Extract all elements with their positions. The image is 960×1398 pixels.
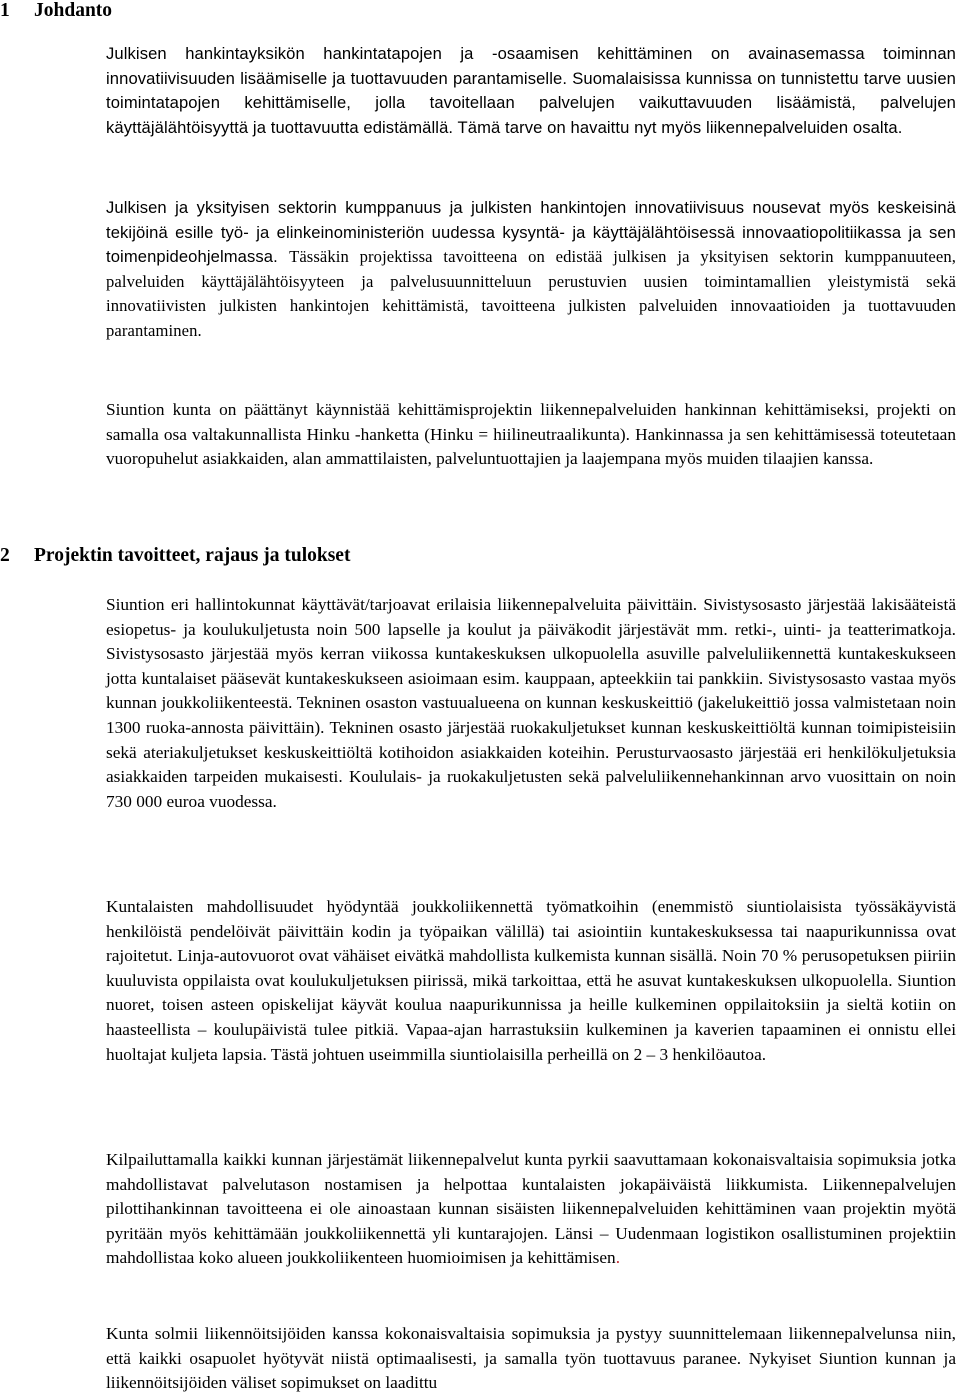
section-2-paragraph-2: Kuntalaisten mahdollisuudet hyödyntää joukkoliikennettä työmatkoihin (enemmistö siuntiolaisista työssäkäyvistä henkilöistä pendelöivät päivittäin kodin ja työpaikan välillä) tai asiointiin kuntakeskuksessa tai naapurikunnissa ovat rajoitetut. Linja-autovuorot ovat vähäiset eivätkä mahdollista kulkemista kunnan sisällä. Noin 70 % perusopetuksen piiriin kuuluvista oppilaista ovat koulukuljetuksen piirissä, mikä tarkoittaa, että he asuvat kuntakeskuksen ulkopuolella. Siuntion nuoret, toisen asteen opiskelijat käyvät koulua naapurikunnissa ja heille kulkeminen oppilaitoksiin ja sieltä kotiin on haasteellista – koulupäivistä tulee pitkiä. Vapaa-ajan harrastuksiin kulkeminen ja kaverien tapaaminen ei onnistu ellei huoltajat kuljeta lapsia. Tästä johtuen useimmilla siuntiolaisilla perheillä on 2 – 3 henkilöautoa. [106, 897, 956, 1064]
section-1-number: 1 [0, 0, 10, 21]
section-1-paragraph-3: Siuntion kunta on päättänyt käynnistää kehittämisprojektin liikennepalveluiden hankinnan kehittämiseksi, projekti on samalla osa valtakunnallista Hinku -hanketta (Hinku = hiilineutraalikunta). Hankinnassa ja sen kehittämisessä toteutetaan vuoropuhelut asiakkaiden, alan ammattilaisten, palveluntuottajien ja laajempana myös muiden tilaajien kanssa. [106, 400, 956, 469]
section-2-paragraph-3-text: Kilpailuttamalla kaikki kunnan järjestämät liikennepalvelut kunta pyrkii saavuttamaan kokonaisvaltaisia sopimuksia jotka mahdollistavat palvelutason nostamisen ja helpottaa kuntalaisten jokapäiväistä liikkumista. Liikennepalvelujen pilottihankinnan tavoitteena ei ole ainoastaan kunnan sisäisten liikennepalveluiden kehittäminen vaan projektin myötä pyritään myös kehittämään joukkoliikennettä yli kuntarajojen. Länsi – Uudenmaan logistikon osallistuminen projektiin mahdollistaa koko alueen joukkoliikenteen huomioimisen ja kehittämisen [106, 1150, 956, 1268]
section-1-paragraph-2-part-a: Julkisen ja yksityisen sektorin kumppanuus ja julkisten hankintojen innovatiivisuus nousevat myös keskeisinä tekijöinä esille työ- ja elinkeinoministeriön uudessa kysyntä- ja käyttäjälähtöisessä innovaatiopolitiikassa ja sen toimenpideohjelmassa. [106, 198, 956, 267]
section-1-paragraph-2 [106, 196, 956, 344]
section-1-title: Johdanto [34, 0, 113, 21]
section-2-title: Projektin tavoitteet, rajaus ja tulokset [34, 545, 351, 566]
section-2-heading [0, 545, 350, 567]
section-2-paragraph-3-period: . [615, 1248, 621, 1268]
section-1-heading [0, 0, 112, 22]
section-2-paragraph-3 [106, 1148, 956, 1271]
section-1-paragraph-2-part-b: Tässäkin projektissa tavoitteena on edistää julkisen ja yksityisen sektorin kumppanuuteen, palveluiden käyttäjälähtöisyyteen ja palvelusuunnitteluun perustuvien uusien toimintamallien yleistymistä sekä innovatiivisten julkisten hankintojen kehittämistä, tavoitteena julkisten palveluiden innovaatioiden ja tuottavuuden parantaminen. [106, 247, 956, 340]
section-2-paragraph-4: Kunta solmii liikennöitsijöiden kanssa kokonaisvaltaisia sopimuksia ja pystyy suunnittelemaan liikennepalvelunsa niin, että kaikki osapuolet hyötyvät niistä optimaalisesti, ja samalla työn tuottavuus paranee. Nykyiset Siuntion kunnan ja liikennöitsijöiden väliset sopimukset on laadittu [106, 1324, 956, 1393]
section-2-number: 2 [0, 545, 10, 566]
section-2-paragraph-1: Siuntion eri hallintokunnat käyttävät/tarjoavat erilaisia liikennepalveluita päivittäin. Sivistysosasto järjestää lakisääteistä esiopetus- ja koulukuljetusta noin 500 lapselle ja koulut ja päiväkodit järjestävät mm. retki-, uinti- ja teatterimatkoja. Sivistysosasto järjestää myös kerran viikossa kuntakeskuksen ulkopuolella asuville palveluliikennettä kuntakeskukseen jotta kuntalaiset pääsevät kuntakeskukseen asioimaan esim. kauppaan, apteekkiin tai pankkiin. Sivistysosasto vastaa myös kunnan joukkoliikenteestä. Tekninen osaston vastuualueena on kunnan keskuskeittiö (jakelukeittiö jossa valmistetaan noin 1300 ruoka-annosta päivittäin). Tekninen osasto järjestää ruokakuljetukset kunnan keskuskeittiöltä kunnan toimipisteisiin sekä ateriakuljetukset keskuskeittiöltä kotihoidon asiakkaiden koteihin. Perusturvaosasto järjestää eri henkilökuljetuksia asiakkaiden tarpeiden mukaisesti. Koululais- ja ruokakuljetusten sekä palveluliikennehankinnan arvo vuosittain on noin 730 000 euroa vuodessa. [106, 595, 956, 811]
section-1-paragraph-1: Julkisen hankintayksikön hankintatapojen ja -osaamisen kehittäminen on avainasemassa toiminnan innovatiivisuuden lisäämiselle ja tuottavuuden parantamiselle. Suomalaisissa kunnissa on tunnistettu tarve uusien toimintatapojen kehittämiselle, jolla tavoitellaan palvelujen vaikuttavuuden lisäämistä, palvelujen käyttäjälähtöisyyttä ja tuottavuutta edistämällä. Tämä tarve on havaittu nyt myös liikennepalveluiden osalta. [106, 44, 956, 137]
